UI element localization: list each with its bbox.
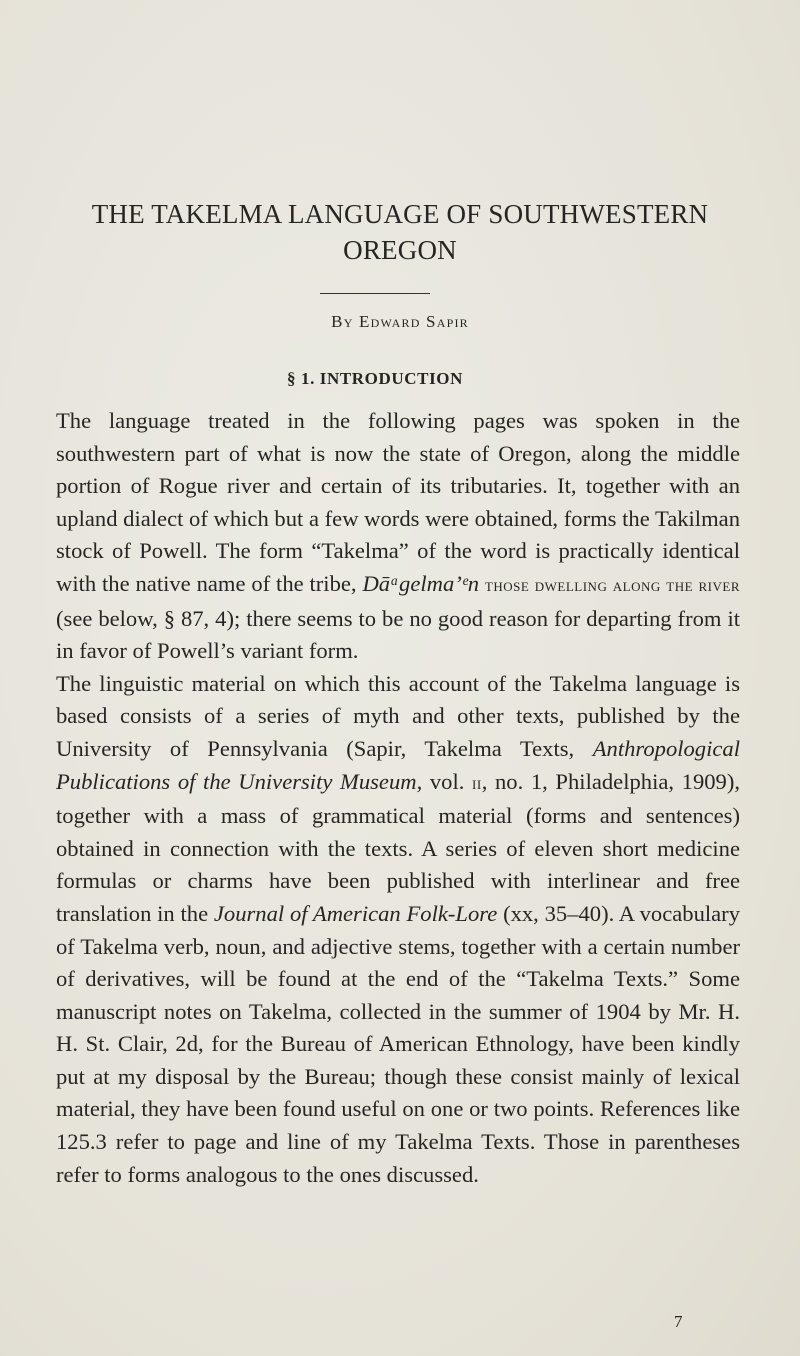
p1-text-a: The language treated in the following pages was spoken in the southwestern part of what is now the state of Oregon, along the middle portion of Rogue river and certain of its tributaries. It, together with an upland dialect of which but a few words were obtained, forms the Takilman stock of Powell. The form “Takelma” of the word is practically identical with the native name of the tribe, [56,408,740,596]
journal-title: Journal of American Folk-Lore [213,900,498,926]
native-tribe-name: Dāᵃgelma’ᵉn [362,570,480,596]
author-byline: By Edward Sapir [331,312,469,331]
title-line-1: THE TAKELMA LANGUAGE OF SOUTHWESTERN [91,199,709,229]
p2-text-d: (xx, 35–40). A vocabulary of Takelma verb, noun, and adjective stems, together with a certain number of derivatives, will be found at the end of the “Takelma Texts.” Some manuscript notes on Takelma, collected in the summer of 1904 by Mr. H. H. St. Clair, 2d, for the Bureau of American Ethnology, have been kindly put at my disposal by the Bureau; though these consist mainly of lexical material, they have been found useful on one or two points. References like 125.3 refer to page and line of my Takelma Texts. Those in parentheses refer to forms analogous to the ones discussed. [56,900,740,1187]
native-name-gloss: those dwelling along the river [484,574,740,596]
volume-number: ii [472,772,482,794]
title-line-2: OREGON [343,235,457,265]
page-number: 7 [674,1312,683,1331]
publication-title: Anthropological Publications of the University Museum, [56,735,740,794]
p1-text-b: (see below, § 87, 4); there seems to be no good reason for departing from it in favor of Powell’s variant form. [56,605,740,664]
body-text [56,405,740,1191]
p2-text-b: vol. [429,768,473,794]
paragraph-2 [56,668,740,1192]
paragraph-1 [56,405,740,668]
p2-text-a: The linguistic material on which this account of the Takelma language is based consists of a series of myth and other texts, published by the University of Pennsylvania (Sapir, Takelma Texts, [56,670,740,761]
p2-text-c: , no. 1, Philadelphia, 1909), together with a mass of grammatical material (forms and sentences) obtained in connection with the texts. A series of eleven short medicine formulas or charms have been published with interlinear and free translation in the [56,768,741,926]
chapter-title [0,196,800,268]
section-heading: § 1. INTRODUCTION [287,369,463,388]
title-divider [320,293,430,294]
